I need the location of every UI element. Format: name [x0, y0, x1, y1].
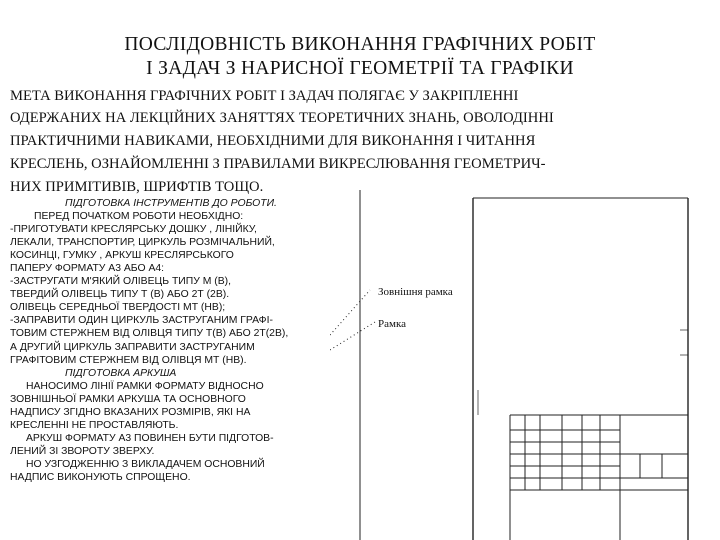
instruction-line: КОСИНЦІ, ГУМКУ , АРКУШ КРЕСЛЯРСЬКОГО	[10, 250, 234, 262]
intro-line-3: ПРАКТИЧНИМИ НАВИКАМИ, НЕОБХІДНИМИ ДЛЯ ВИКОНАННЯ І ЧИТАННЯ	[10, 133, 536, 149]
instructions-column	[10, 197, 340, 484]
instruction-line: ТВЕРДИЙ ОЛІВЕЦЬ ТИПУ Т (В) АБО 2Т (2В).	[10, 289, 230, 301]
instruction-line: ЗОВНІШНЬОЇ РАМКИ АРКУША ТА ОСНОВНОГО	[10, 393, 246, 405]
frame-label: Рамка	[378, 318, 407, 330]
instruction-line: -ЗАСТРУГАТИ М'ЯКИЙ ОЛІВЕЦЬ ТИПУ М (В),	[10, 276, 231, 288]
instruction-line: ТОВИМ СТЕРЖНЕМ ВІД ОЛІВЦЯ ТИПУ Т(В) АБО 2Т(2В),	[10, 328, 289, 340]
instruction-line: ПЕРЕД ПОЧАТКОМ РОБОТИ НЕОБХІДНО:	[34, 211, 244, 223]
intro-line-1: МЕТА ВИКОНАННЯ ГРАФІЧНИХ РОБІТ І ЗАДАЧ ПОЛЯГАЄ У ЗАКРІПЛЕННІ	[10, 88, 519, 104]
instruction-line: ОЛІВЕЦЬ СЕРЕДНЬОЇ ТВЕРДОСТІ МТ (НВ);	[10, 302, 226, 314]
instruction-line: -ЗАПРАВИТИ ОДИН ЦИРКУЛЬ ЗАСТРУГАНИМ ГРАФІ-	[10, 315, 273, 327]
title-block	[510, 415, 688, 540]
title-line-1: ПОСЛІДОВНІСТЬ ВИКОНАННЯ ГРАФІЧНИХ РОБІТ	[124, 34, 596, 55]
instruction-line: НО УЗГОДЖЕННЮ З ВИКЛАДАЧЕМ ОСНОВНИЙ	[26, 458, 265, 470]
instruction-line: КРЕСЛЕННІ НЕ ПРОСТАВЛЯЮТЬ.	[10, 419, 179, 431]
instruction-line: ЛЕНИЙ ЗІ ЗВОРОТУ ЗВЕРХУ.	[10, 445, 155, 457]
sheet-frame-drawing	[330, 190, 720, 540]
instruction-line: -ПРИГОТУВАТИ КРЕСЛЯРСЬКУ ДОШКУ , ЛІНІЙКУ,	[10, 224, 257, 236]
intro-line-2: ОДЕРЖАНИХ НА ЛЕКЦІЙНИХ ЗАНЯТТЯХ ТЕОРЕТИЧНИХ ЗНАНЬ, ОВОЛОДІННІ	[10, 110, 554, 126]
outer-frame-leader	[330, 290, 370, 335]
section-heading: ПІДГОТОВКА АРКУША	[65, 367, 177, 379]
instruction-line: НАДПИСУ ЗГІДНО ВКАЗАНИХ РОЗМІРІВ, ЯКІ НА	[10, 406, 251, 418]
intro-line-5: НИХ ПРИМІТИВІВ, ШРИФТІВ ТОЩО.	[10, 179, 264, 195]
section-heading: ПІДГОТОВКА ІНСТРУМЕНТІВ ДО РОБОТИ.	[65, 198, 277, 209]
instruction-line: ЛЕКАЛИ, ТРАНСПОРТИР, ЦИРКУЛЬ РОЗМІЧАЛЬНИЙ,	[10, 237, 275, 249]
instruction-line: ГРАФІТОВИМ СТЕРЖНЕМ ВІД ОЛІВЦЯ МТ (НВ).	[10, 354, 247, 366]
instruction-line: АРКУШ ФОРМАТУ А3 ПОВИНЕН БУТИ ПІДГОТОВ-	[26, 432, 274, 444]
instruction-line: А ДРУГИЙ ЦИРКУЛЬ ЗАПРАВИТИ ЗАСТРУГАНИМ	[10, 341, 255, 353]
instruction-line: ПАПЕРУ ФОРМАТУ А3 АБО А4:	[10, 263, 165, 275]
instruction-line: НАДПИС ВИКОНУЮТЬ СПРОЩЕНО.	[10, 471, 191, 483]
instruction-line: НАНОСИМО ЛІНІЇ РАМКИ ФОРМАТУ ВІДНОСНО	[26, 380, 264, 392]
intro-line-4: КРЕСЛЕНЬ, ОЗНАЙОМЛЕННІ З ПРАВИЛАМИ ВИКРЕСЛЮВАННЯ ГЕОМЕТРИЧ-	[10, 156, 546, 172]
outer-frame-label: Зовнішня рамка	[378, 286, 453, 298]
frame-leader	[330, 322, 375, 350]
title-line-2: І ЗАДАЧ З НАРИСНОЇ ГЕОМЕТРІЇ ТА ГРАФІКИ	[146, 58, 574, 79]
